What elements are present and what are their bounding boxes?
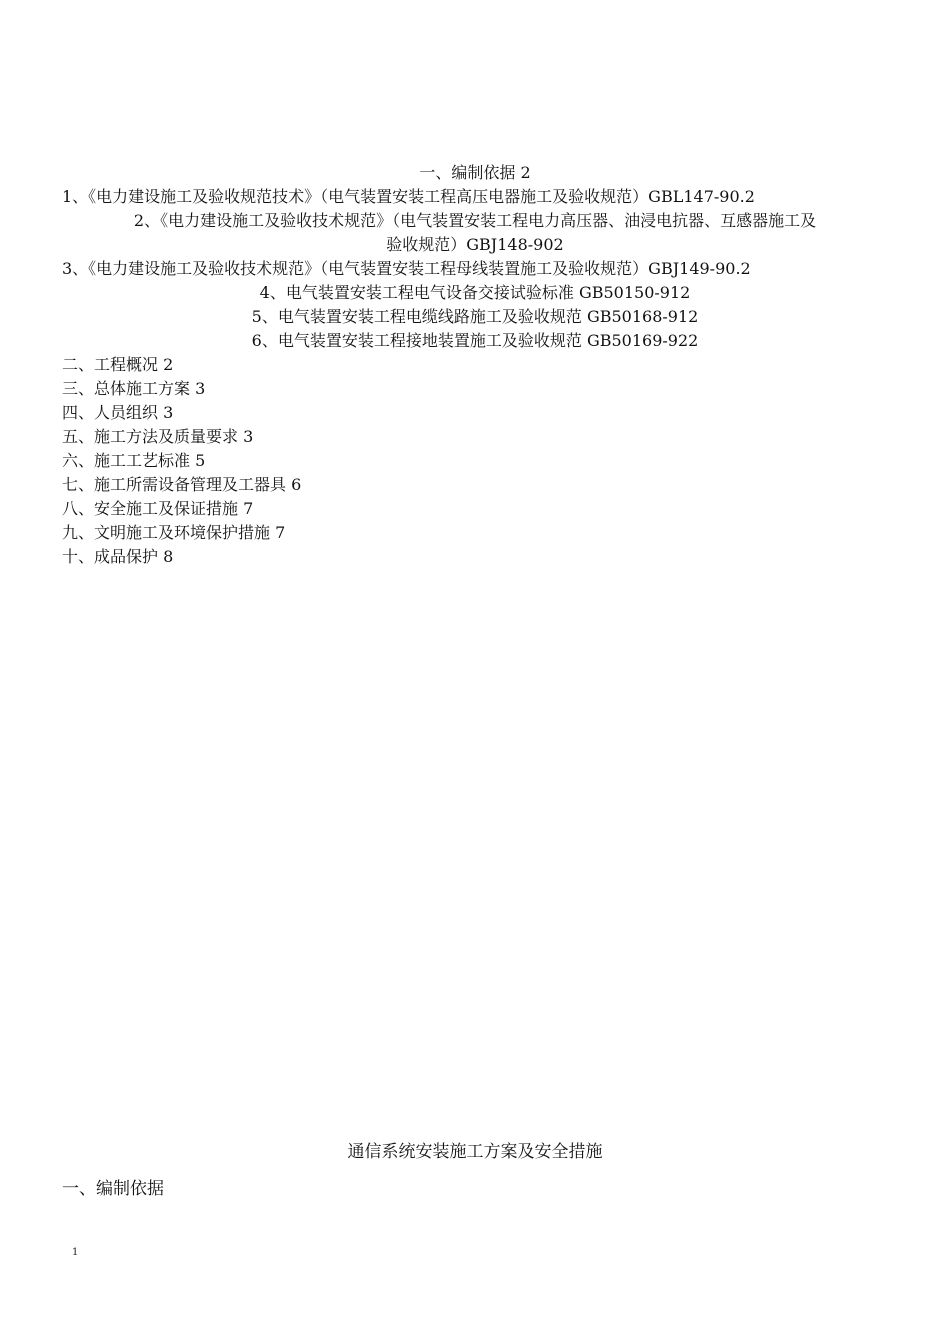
toc-item-staffing[interactable]: 四、人员组织 3 (62, 403, 174, 422)
toc-subitem-3[interactable]: 3、《电力建设施工及验收技术规范》（电气装置安装工程母线装置施工及验收规范）GBJ149-90.2 (62, 259, 751, 278)
toc-item-basis[interactable]: 一、编制依据 2 (419, 163, 531, 182)
toc-item-equipment-tools[interactable]: 七、施工所需设备管理及工器具 6 (62, 475, 302, 494)
table-of-contents (62, 161, 888, 569)
toc-item-process-standards[interactable]: 六、施工工艺标准 5 (62, 451, 206, 470)
toc-subitem-2[interactable]: 2、《电力建设施工及验收技术规范》（电气装置安装工程电力高压器、油浸电抗器、互感器施工及 (133, 211, 817, 230)
toc-subitem-5[interactable]: 5、电气装置安装工程电缆线路施工及验收规范 GB50168-912 (251, 307, 699, 326)
toc-item-safety-measures[interactable]: 八、安全施工及保证措施 7 (62, 499, 254, 518)
toc-item-project-overview[interactable]: 二、工程概况 2 (62, 355, 174, 374)
page-number: 1 (72, 1247, 79, 1258)
toc-item-methods-quality[interactable]: 五、施工方法及质量要求 3 (62, 427, 254, 446)
toc-subitem-4[interactable]: 4、电气装置安装工程电气设备交接试验标准 GB50150-912 (259, 283, 691, 302)
section-heading-basis: 一、编制依据 (62, 1179, 164, 1199)
toc-item-environment-protection[interactable]: 九、文明施工及环境保护措施 7 (62, 523, 286, 542)
toc-subitem-2-continuation[interactable]: 验收规范）GBJ148-902 (386, 235, 564, 254)
toc-subitem-6[interactable]: 6、电气装置安装工程接地装置施工及验收规范 GB50169-922 (251, 331, 699, 350)
toc-subitem-1[interactable]: 1、《电力建设施工及验收规范技术》（电气装置安装工程高压电器施工及验收规范）GBL147-90.2 (62, 187, 755, 206)
toc-item-overall-plan[interactable]: 三、总体施工方案 3 (62, 379, 206, 398)
toc-item-product-protection[interactable]: 十、成品保护 8 (62, 547, 174, 566)
document-title: 通信系统安装施工方案及安全措施 (347, 1142, 603, 1162)
